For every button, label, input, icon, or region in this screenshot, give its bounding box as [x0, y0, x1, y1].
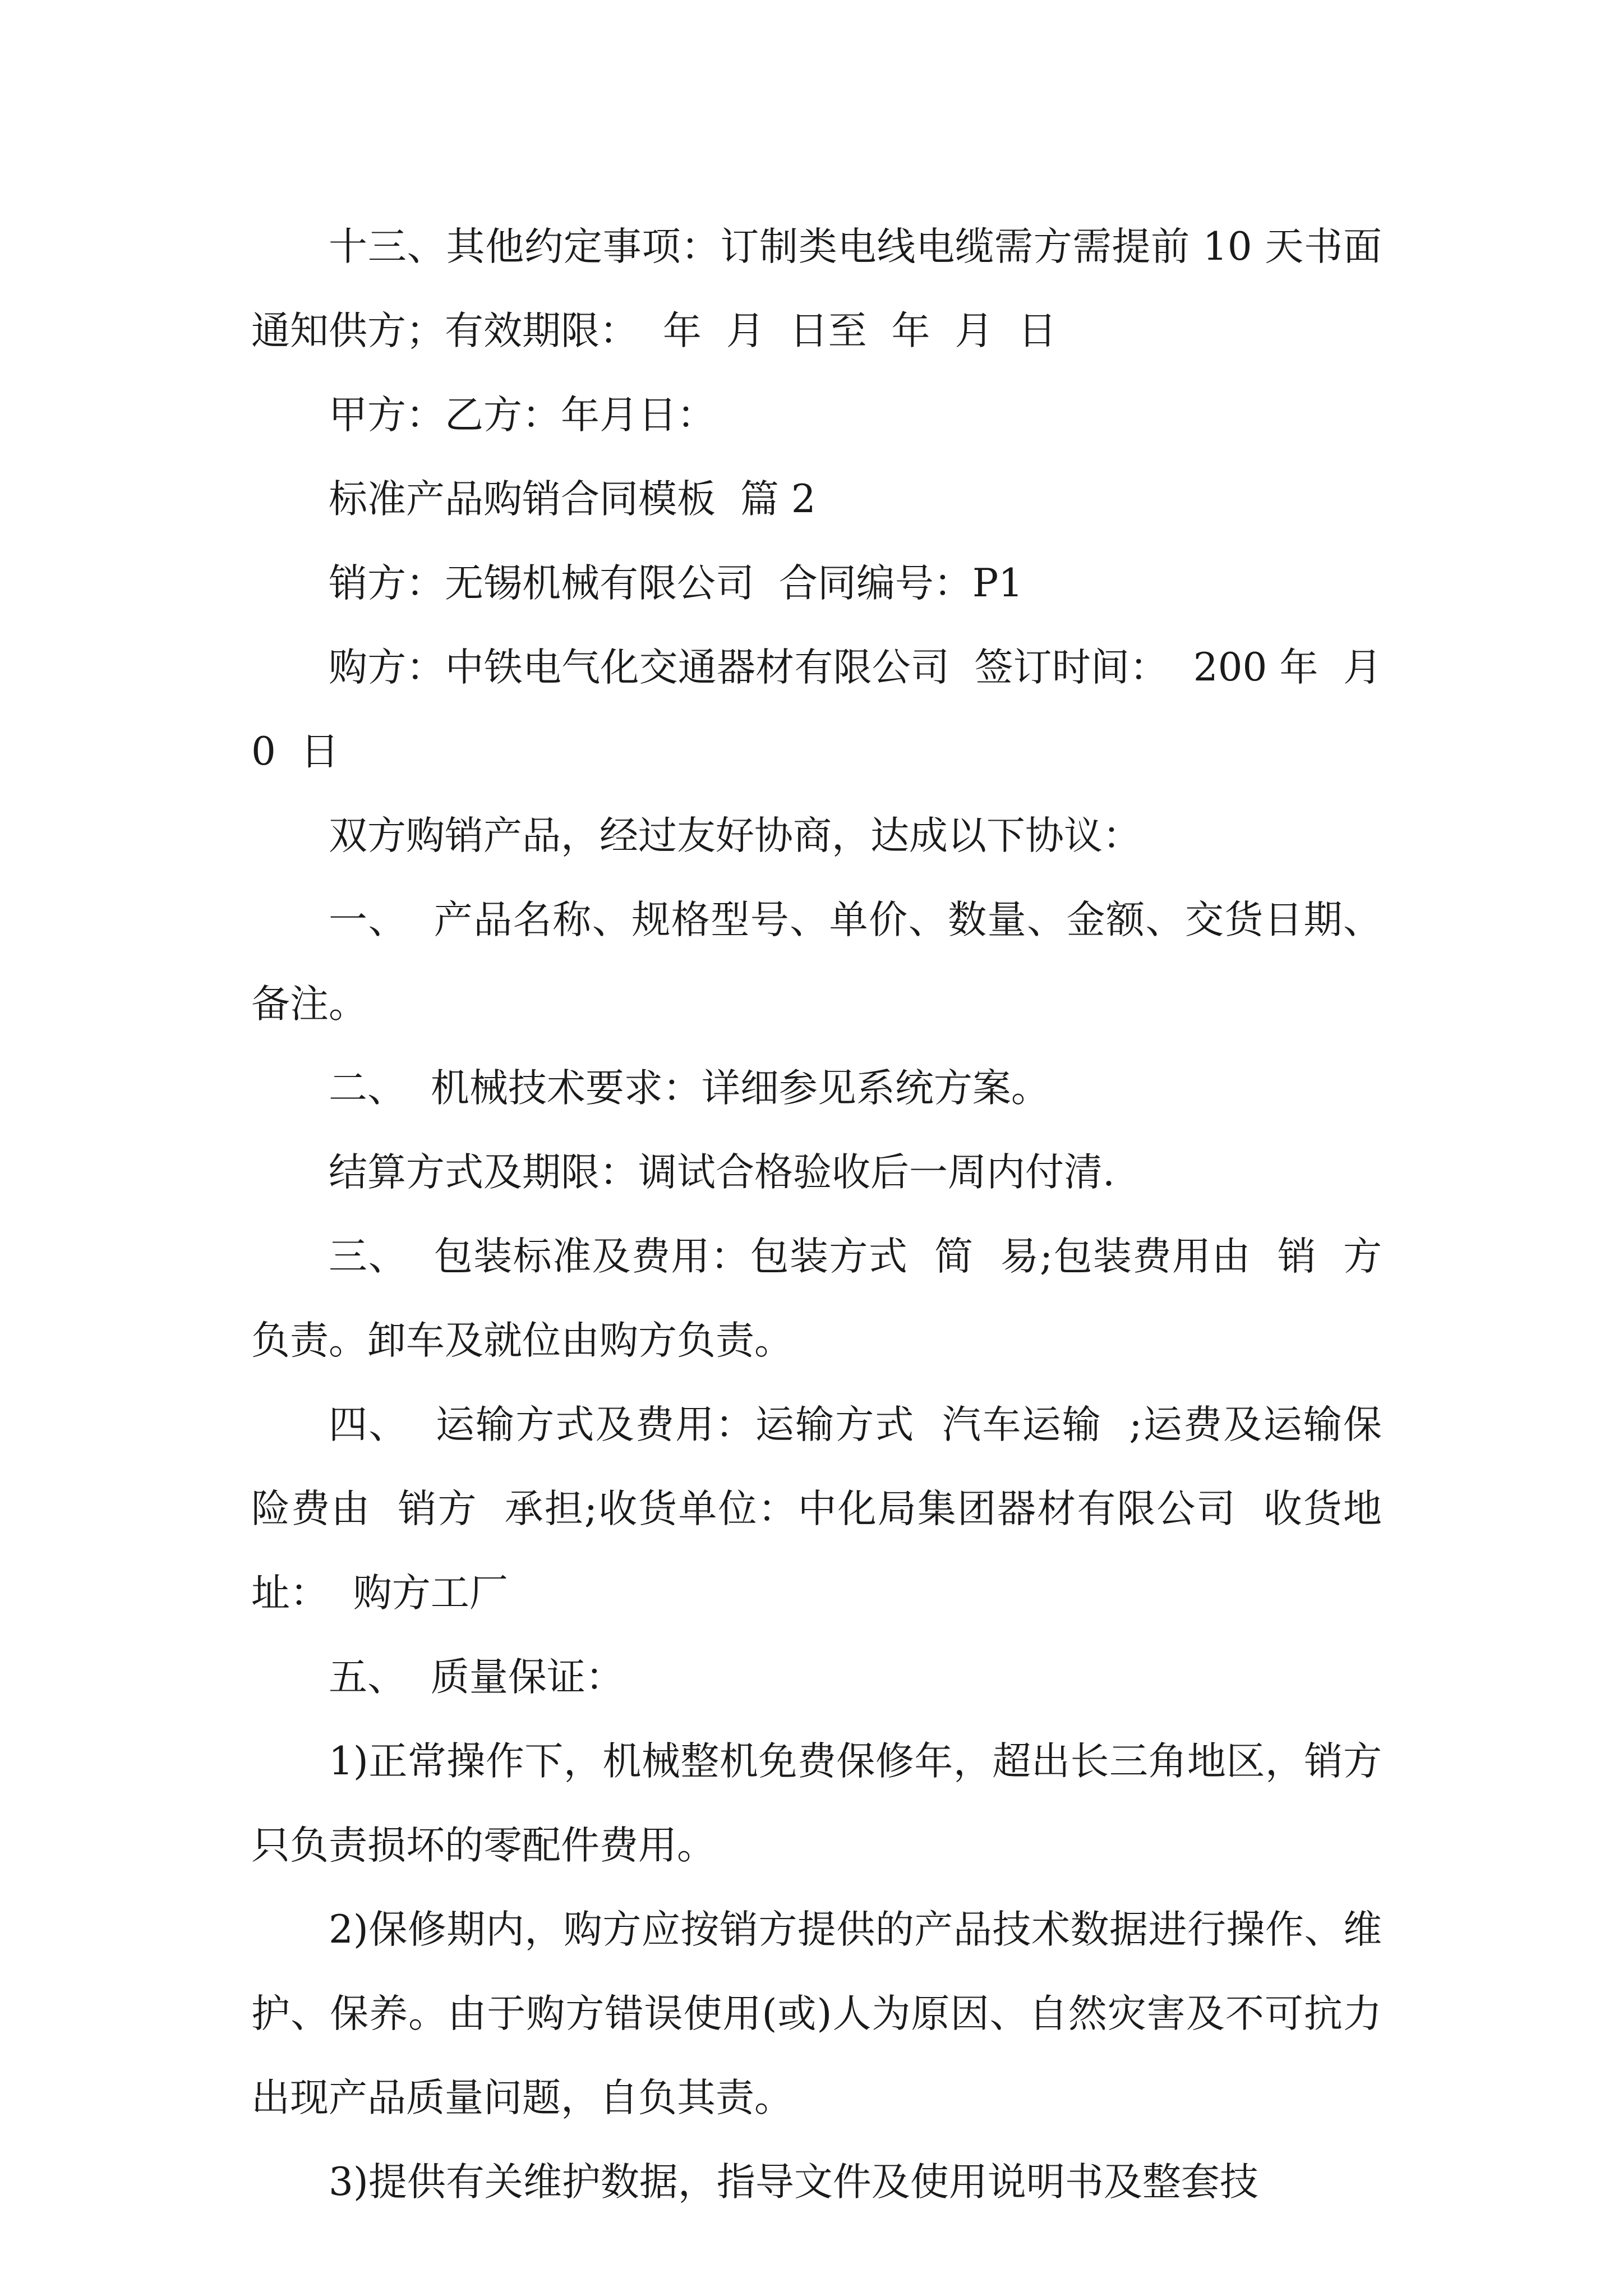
agreement-intro: 双方购销产品，经过友好协商，达成以下协议： [329, 813, 1141, 858]
clause-4-transport: 四、 运输方式及费用：运输方式 汽车运输 ;运费及运输保险费由 销方 承担;收货单位：中化局集团器材有限公司 收货地址： 购方工厂 [251, 1402, 1382, 1616]
clause-1-product: 一、 产品名称、规格型号、单价、数量、金额、交货日期、备注。 [251, 898, 1382, 1027]
quality-item-2: 2)保修期内，购方应按销方提供的产品技术数据进行操作、维护、保养。由于购方错误使用(或)人为原因、自然灾害及不可抗力出现产品质量问题，自负其责。 [251, 1907, 1382, 2120]
document-body [251, 205, 1407, 2224]
quality-item-3: 3)提供有关维护数据，指导文件及使用说明书及整套技 [329, 2160, 1258, 2205]
quality-item-1: 1)正常操作下，机械整机免费保修年，超出长三角地区，销方只负责损坏的零配件费用。 [251, 1739, 1382, 1868]
signature-line: 甲方：乙方：年月日： [329, 393, 716, 438]
clause-2-technical: 二、 机械技术要求：详细参见系统方案。 [329, 1066, 1050, 1111]
clause-5-quality: 五、 质量保证： [329, 1655, 624, 1700]
buyer-line: 购方：中铁电气化交通器材有限公司 签订时间： 200 年 月 0 日 [251, 645, 1407, 774]
template-heading: 标准产品购销合同模板 篇 2 [329, 477, 816, 522]
clause-13-other-terms: 十三、其他约定事项：订制类电线电缆需方需提前 10 天书面通知供方；有效期限： 年 月 日至 年 月 日 [251, 224, 1382, 353]
clause-3-packaging: 三、 包装标准及费用：包装方式 简 易;包装费用由 销 方 负责。卸车及就位由购方负责。 [251, 1234, 1407, 1363]
settlement-terms: 结算方式及期限：调试合格验收后一周内付清. [329, 1150, 1115, 1195]
seller-line: 销方：无锡机械有限公司 合同编号：P1 [329, 561, 1023, 606]
